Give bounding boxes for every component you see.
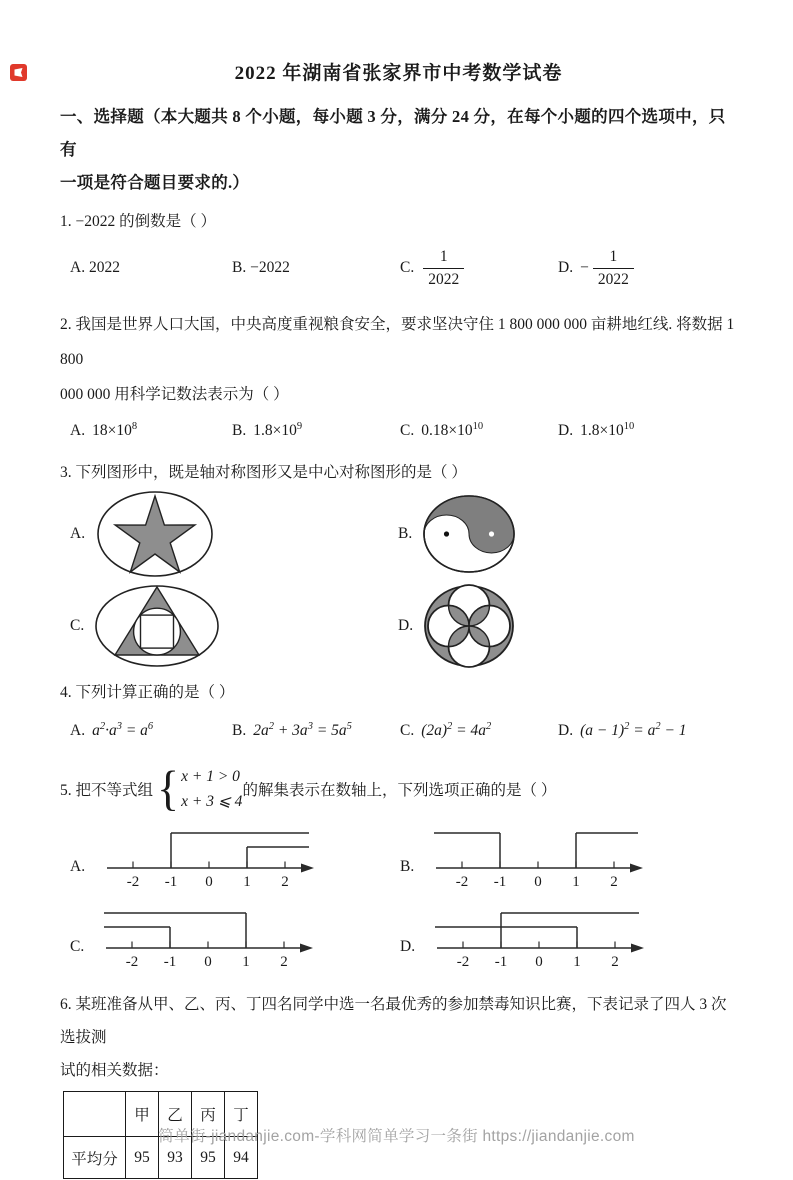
q5-numberline-row-2 [60, 900, 737, 974]
number-line-figure [93, 820, 325, 894]
svg-text:1: 1 [572, 874, 580, 890]
number-line-figure [423, 900, 655, 974]
q1-option-b: B. −2022 [232, 259, 290, 276]
option-label: D. [558, 422, 574, 439]
q6-stem-line1: 6. 某班准备从甲、乙、丙、丁四名同学中选一名最优秀的参加禁毒知识比赛，下表记录了四人 3 次选拔测 [60, 996, 727, 1046]
option-label: D. [558, 259, 574, 276]
q6-stem [60, 988, 737, 1087]
triangle-square-in-circle-figure [93, 584, 221, 668]
scientific-notation: $0.18\times 10^{10}$ [421, 420, 484, 439]
inequality-2: x + 3 ⩽ 4 [181, 793, 243, 810]
q1-option-c [400, 247, 558, 289]
q1-stem: 1. −2022 的倒数是（ ） [60, 213, 216, 230]
q2-stem-line2: 000 000 用科学记数法表示为（ ） [60, 386, 289, 403]
footer-watermark: 简单街-jiandanjie.com-学科网简单学习一条街 https://jiandanjie.com [158, 1128, 635, 1145]
number-line-figure [422, 820, 654, 894]
fraction-numerator: 1 [609, 248, 618, 266]
svg-text:1: 1 [242, 954, 250, 970]
numberline-option-c [70, 900, 400, 974]
q5-stem-suffix: 的解集表示在数轴上，下列选项正确的是（ ） [242, 782, 557, 799]
q4-option-b [232, 722, 400, 740]
q1-option-a: A. 2022 [70, 259, 120, 276]
inequality-system [181, 764, 242, 814]
q3-option-a [70, 490, 398, 578]
q3-stem: 3. 下列图形中，既是轴对称图形又是中心对称图形的是（ ） [60, 464, 467, 481]
q2-options [60, 416, 737, 446]
q4-options [60, 716, 737, 746]
svg-text:-2: -2 [455, 874, 469, 890]
svg-text:0: 0 [204, 954, 212, 970]
svg-text:-2: -2 [126, 874, 140, 890]
paper-title: 2022 年湖南省张家界市中考数学试卷 [234, 63, 563, 84]
exam-paper [0, 58, 793, 1179]
q2-option-a [70, 422, 232, 440]
option-label: A. [70, 858, 86, 875]
q2-stem-line1: 2. 我国是世界人口大国，中央高度重视粮食安全，要求坚决守住 1 800 000 000 亩耕地红线. 将数据 1 800 [60, 316, 735, 368]
numberline-option-a [70, 820, 400, 894]
svg-text:-1: -1 [163, 954, 177, 970]
system-brace: { [157, 761, 180, 816]
option-label: C. [70, 617, 85, 634]
q2-option-d [558, 422, 737, 440]
q2-option-c [400, 422, 558, 440]
table-header-cell: 甲 [126, 1092, 159, 1137]
table-header-cell: 乙 [159, 1092, 192, 1137]
math-expression: $a^2\cdot a^3 = a^6$ [92, 720, 154, 739]
section-header-line1: 一、选择题（本大题共 8 个小题，每小题 3 分，满分 24 分，在每个小题的四个选项中，只有 [60, 107, 726, 159]
option-label: D. [398, 617, 414, 634]
option-label: D. [558, 722, 574, 739]
q4-option-d [558, 722, 737, 740]
svg-text:1: 1 [243, 874, 251, 890]
table-cell: 95 [192, 1137, 225, 1179]
option-label: B. [400, 858, 415, 875]
table-cell: 94 [225, 1137, 258, 1179]
svg-text:-1: -1 [493, 874, 507, 890]
option-label: C. [400, 722, 415, 739]
q3-option-c [70, 584, 398, 668]
fraction-denominator: 2022 [423, 268, 464, 289]
yin-yang-figure [421, 494, 517, 574]
q5-numberline-row-1 [60, 820, 737, 894]
fraction-denominator: 2022 [593, 268, 634, 289]
option-label: A. [70, 422, 86, 439]
q4-option-c [400, 722, 558, 740]
table-cell: 93 [159, 1137, 192, 1179]
inequality-1: x + 1 > 0 [181, 768, 240, 785]
q1-options [60, 243, 737, 293]
math-expression: $(2a)^2 = 4a^2$ [421, 720, 492, 739]
fraction [593, 247, 634, 289]
svg-text:0: 0 [534, 874, 542, 890]
q3-option-d [398, 584, 737, 668]
table-cell: 平均分 [64, 1137, 126, 1179]
star-in-circle-figure [94, 490, 216, 578]
svg-text:1: 1 [573, 954, 581, 970]
q4-stem: 4. 下列计算正确的是（ ） [60, 684, 235, 701]
svg-text:0: 0 [535, 954, 543, 970]
q2-stem [60, 307, 737, 412]
table-cell: 95 [126, 1137, 159, 1179]
q3-figure-row-2 [60, 584, 737, 668]
option-label: A. [70, 722, 86, 739]
four-petal-in-circle-figure [422, 584, 516, 668]
svg-text:-1: -1 [494, 954, 508, 970]
svg-text:2: 2 [280, 954, 288, 970]
number-line-figure [92, 900, 324, 974]
logo-glyph-icon [10, 64, 27, 81]
math-expression: $2a^2 + 3a^3 = 5a^5$ [253, 720, 352, 739]
table-header-cell: 丙 [192, 1092, 225, 1137]
numberline-option-d [400, 900, 737, 974]
q6-stem-line2: 试的相关数据： [60, 1062, 169, 1079]
option-label: B. [232, 422, 247, 439]
site-logo-icon [10, 64, 27, 81]
option-label: D. [400, 938, 416, 955]
section-header [60, 100, 737, 199]
svg-text:-2: -2 [125, 954, 139, 970]
option-label: C. [70, 938, 85, 955]
option-label: B. [232, 722, 247, 739]
q5-stem-prefix: 5. 把不等式组 [60, 782, 154, 799]
q1-option-d [558, 247, 737, 289]
fraction-numerator: 1 [439, 248, 448, 266]
table-header-cell: 丁 [225, 1092, 258, 1137]
option-label: A. [70, 525, 86, 542]
q5-stem [60, 761, 737, 816]
option-label: C. [400, 422, 415, 439]
svg-text:-2: -2 [456, 954, 470, 970]
svg-text:2: 2 [610, 874, 618, 890]
svg-text:2: 2 [611, 954, 619, 970]
scientific-notation: $1.8\times 10^{10}$ [580, 420, 635, 439]
option-label: C. [400, 259, 415, 276]
q2-option-b [232, 422, 400, 440]
svg-text:-1: -1 [164, 874, 178, 890]
q4-option-a [70, 722, 232, 740]
svg-text:2: 2 [281, 874, 289, 890]
math-expression: $(a - 1)^2 = a^2 - 1$ [580, 720, 687, 739]
section-header-line2: 一项是符合题目要求的.） [60, 173, 250, 192]
q3-figure-row-1 [60, 490, 737, 578]
q3-option-b [398, 494, 737, 574]
numberline-option-b [400, 820, 737, 894]
svg-text:0: 0 [205, 874, 213, 890]
option-label: B. [398, 525, 413, 542]
fraction [423, 247, 464, 289]
scientific-notation: $1.8\times 10^9$ [253, 420, 303, 439]
minus-sign: − [580, 259, 589, 276]
scientific-notation: $18\times 10^8$ [92, 420, 138, 439]
